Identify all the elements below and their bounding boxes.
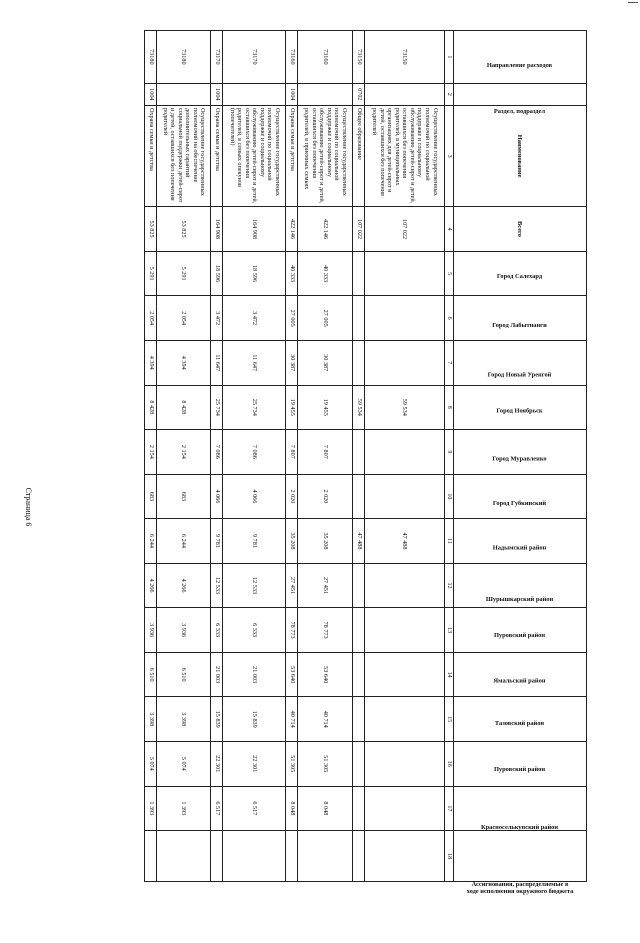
district-value bbox=[157, 831, 212, 882]
district-value: 8 428 bbox=[145, 385, 157, 430]
total-value: 164 908 bbox=[223, 207, 286, 252]
district-value: 683 bbox=[157, 474, 212, 519]
district-value: 21 003 bbox=[211, 652, 223, 697]
column-number: 11 bbox=[445, 519, 454, 564]
district-value: 2 054 bbox=[145, 296, 157, 341]
district-value bbox=[352, 340, 364, 385]
budget-table bbox=[144, 30, 587, 896]
district-value bbox=[364, 340, 444, 385]
district-value: 5 074 bbox=[145, 742, 157, 787]
district-value: 53 640 bbox=[298, 652, 352, 697]
table-row bbox=[223, 31, 286, 882]
district-value: 4 066 bbox=[223, 474, 286, 519]
table-row bbox=[298, 31, 352, 882]
column-header bbox=[454, 652, 587, 697]
column-header-label: Красноселькупский район bbox=[481, 823, 559, 831]
expense-code: 73180 bbox=[145, 31, 157, 84]
column-number: 6 bbox=[445, 296, 454, 341]
district-value: 59 534 bbox=[352, 385, 364, 430]
column-header bbox=[454, 207, 587, 252]
district-value: 25 734 bbox=[223, 385, 286, 430]
section-code: 1004 bbox=[286, 83, 298, 105]
district-value: 21 003 bbox=[223, 652, 286, 697]
district-value: 59 534 bbox=[364, 385, 444, 430]
column-number: 5 bbox=[445, 251, 454, 296]
district-value: 3 936 bbox=[157, 608, 212, 653]
district-value: 2 154 bbox=[145, 430, 157, 475]
district-value: 7 807 bbox=[286, 430, 298, 475]
district-value: 27 451 bbox=[286, 563, 298, 608]
total-value: 164 908 bbox=[211, 207, 223, 252]
district-value: 40 333 bbox=[298, 251, 352, 296]
district-value: 5 074 bbox=[157, 742, 212, 787]
district-value: 15 839 bbox=[223, 697, 286, 742]
district-value: 19 455 bbox=[298, 385, 352, 430]
column-header-label: Надымский район bbox=[493, 544, 547, 552]
row-name: Осуществление государственных полномочий по социальной поддержке и социальному обслуживанию детей-сирот и детей, оставшихся без попечения родителей, в приемных семьях bbox=[298, 105, 352, 206]
district-value: 18 596 bbox=[223, 251, 286, 296]
district-value: 22 301 bbox=[211, 742, 223, 787]
district-value: 2 154 bbox=[157, 430, 212, 475]
district-value: 2 020 bbox=[286, 474, 298, 519]
district-value: 27 451 bbox=[298, 563, 352, 608]
column-header-label: Ямальский район bbox=[494, 677, 546, 685]
column-header-label: Город Новый Уренгой bbox=[488, 371, 552, 379]
column-header-label: Город Ноябрьск bbox=[496, 407, 544, 415]
district-value: 1 393 bbox=[145, 786, 157, 831]
district-value: 35 208 bbox=[286, 519, 298, 564]
row-name: Осуществление государственных полномочий по социальной поддержке и социальному обслуживанию детей-сирот и детей, оставшихся без попечения родителей, в муниципальных организациях для детей-сирот и детей, оставшихся без попечения родителей bbox=[364, 105, 444, 206]
district-value bbox=[364, 742, 444, 787]
district-value bbox=[352, 474, 364, 519]
district-value: 27 005 bbox=[286, 296, 298, 341]
district-value: 12 533 bbox=[223, 563, 286, 608]
header-row bbox=[454, 31, 587, 882]
column-header bbox=[454, 519, 587, 564]
column-number: 17 bbox=[445, 786, 454, 831]
district-value: 78 773 bbox=[286, 608, 298, 653]
column-header bbox=[454, 831, 587, 896]
district-value bbox=[364, 474, 444, 519]
district-value: 47 488 bbox=[352, 519, 364, 564]
column-number-row bbox=[445, 31, 454, 882]
district-value: 8 048 bbox=[298, 786, 352, 831]
column-number: 10 bbox=[445, 474, 454, 519]
column-header bbox=[454, 430, 587, 475]
column-header-label: Направление расходов bbox=[487, 62, 553, 70]
district-value bbox=[352, 697, 364, 742]
district-value bbox=[364, 251, 444, 296]
column-header bbox=[454, 385, 587, 430]
column-header-label: Город Салехард bbox=[497, 272, 543, 280]
district-value: 3 472 bbox=[211, 296, 223, 341]
district-value bbox=[364, 786, 444, 831]
district-value: 9 781 bbox=[223, 519, 286, 564]
column-header bbox=[454, 340, 587, 385]
district-value: 2 054 bbox=[157, 296, 212, 341]
section-code: 0702 bbox=[352, 83, 364, 105]
district-value: 3 398 bbox=[157, 697, 212, 742]
column-header bbox=[454, 31, 587, 84]
page-label: Страница 6 bbox=[24, 487, 33, 527]
district-value: 11 647 bbox=[223, 340, 286, 385]
district-value: 4 266 bbox=[157, 563, 212, 608]
district-value: 4 394 bbox=[157, 340, 212, 385]
column-header-label: Наименование bbox=[516, 134, 524, 178]
district-value: 4 066 bbox=[211, 474, 223, 519]
district-value: 18 596 bbox=[211, 251, 223, 296]
row-name: Общее образование bbox=[352, 105, 364, 206]
column-header bbox=[454, 105, 587, 206]
total-value: 53 825 bbox=[157, 207, 212, 252]
district-value: 4 394 bbox=[145, 340, 157, 385]
column-number: 16 bbox=[445, 742, 454, 787]
district-value: 6 517 bbox=[223, 786, 286, 831]
district-value bbox=[352, 742, 364, 787]
column-header-label: Всего bbox=[516, 221, 524, 237]
district-value: 27 005 bbox=[298, 296, 352, 341]
column-header bbox=[454, 608, 587, 653]
district-value: 30 387 bbox=[286, 340, 298, 385]
column-header-label: Раздел, подраздел bbox=[494, 107, 546, 115]
district-value bbox=[364, 697, 444, 742]
district-value: 5 291 bbox=[145, 251, 157, 296]
district-value: 40 714 bbox=[298, 697, 352, 742]
district-value bbox=[352, 296, 364, 341]
district-value: 6 244 bbox=[145, 519, 157, 564]
district-value bbox=[352, 563, 364, 608]
district-value: 11 647 bbox=[211, 340, 223, 385]
district-value bbox=[364, 831, 444, 882]
corner-mark bbox=[628, 2, 638, 3]
district-value bbox=[298, 831, 352, 882]
district-value bbox=[364, 608, 444, 653]
total-value: 422 146 bbox=[286, 207, 298, 252]
district-value: 4 266 bbox=[145, 563, 157, 608]
total-value: 107 022 bbox=[352, 207, 364, 252]
district-value bbox=[364, 652, 444, 697]
district-value: 40 333 bbox=[286, 251, 298, 296]
total-value: 422 146 bbox=[298, 207, 352, 252]
column-header bbox=[454, 474, 587, 519]
district-value bbox=[364, 296, 444, 341]
budget-table-container bbox=[144, 30, 587, 896]
column-header bbox=[454, 697, 587, 742]
expense-code: 73170 bbox=[211, 31, 223, 84]
district-value: 6 510 bbox=[157, 652, 212, 697]
table-body bbox=[145, 31, 445, 882]
district-value bbox=[364, 430, 444, 475]
district-value: 6 517 bbox=[211, 786, 223, 831]
district-value: 7 807 bbox=[298, 430, 352, 475]
district-value: 683 bbox=[145, 474, 157, 519]
row-name: Охрана семьи и детства bbox=[145, 105, 157, 206]
section-code bbox=[223, 83, 286, 105]
column-number: 1 bbox=[445, 31, 454, 84]
district-value bbox=[364, 563, 444, 608]
row-name: Осуществление государственных полномочий по социальной поддержке и социальному обслуживанию детей-сирот и детей, оставшихся без попечения родителей, в семьях опекунов (попечителей) bbox=[223, 105, 286, 206]
column-header-label: Пуровский район bbox=[494, 632, 546, 640]
column-header-label: Шурышкарский район bbox=[486, 595, 554, 603]
district-value: 15 839 bbox=[211, 697, 223, 742]
table-row bbox=[211, 31, 223, 882]
district-value: 35 208 bbox=[298, 519, 352, 564]
district-value: 7 086 bbox=[223, 430, 286, 475]
district-value bbox=[223, 831, 286, 882]
column-number: 7 bbox=[445, 340, 454, 385]
column-number: 8 bbox=[445, 385, 454, 430]
column-header-label: Город Губкинский bbox=[493, 499, 547, 507]
district-value: 3 398 bbox=[145, 697, 157, 742]
expense-code: 73160 bbox=[298, 31, 352, 84]
district-value: 6 333 bbox=[211, 608, 223, 653]
total-value: 107 022 bbox=[364, 207, 444, 252]
row-name: Охрана семьи и детства bbox=[211, 105, 223, 206]
expense-code: 73170 bbox=[223, 31, 286, 84]
district-value: 1 393 bbox=[157, 786, 212, 831]
district-value: 5 291 bbox=[157, 251, 212, 296]
table-row bbox=[286, 31, 298, 882]
section-code bbox=[364, 83, 444, 105]
section-code bbox=[298, 83, 352, 105]
district-value: 51 305 bbox=[286, 742, 298, 787]
expense-code: 73150 bbox=[352, 31, 364, 84]
column-header bbox=[454, 786, 587, 831]
table-row bbox=[145, 31, 157, 882]
expense-code: 73160 bbox=[286, 31, 298, 84]
column-number: 4 bbox=[445, 207, 454, 252]
row-name: Осуществление государственных полномочий на обеспечение дополнительных гарантий социальной поддержки детей-сирот и детей, оставшихся без попечения родителей bbox=[157, 105, 212, 206]
district-value bbox=[352, 608, 364, 653]
district-value bbox=[352, 430, 364, 475]
column-header bbox=[454, 296, 587, 341]
column-header bbox=[454, 742, 587, 787]
column-header-label: Тазовский район bbox=[495, 720, 545, 728]
district-value: 78 773 bbox=[298, 608, 352, 653]
district-value: 9 781 bbox=[211, 519, 223, 564]
district-value: 6 333 bbox=[223, 608, 286, 653]
column-number: 15 bbox=[445, 697, 454, 742]
district-value: 53 640 bbox=[286, 652, 298, 697]
total-value: 53 825 bbox=[145, 207, 157, 252]
district-value bbox=[352, 652, 364, 697]
row-name: Охрана семьи и детства bbox=[286, 105, 298, 206]
column-header-label: Ассигнования, распределяемые в ходе исполнения окружного бюджета bbox=[466, 881, 574, 896]
district-value bbox=[145, 831, 157, 882]
district-value: 19 455 bbox=[286, 385, 298, 430]
column-number: 2 bbox=[445, 83, 454, 105]
district-value bbox=[286, 831, 298, 882]
district-value: 6 244 bbox=[157, 519, 212, 564]
section-code bbox=[157, 83, 212, 105]
expense-code: 73180 bbox=[157, 31, 212, 84]
table-row bbox=[157, 31, 212, 882]
district-value: 7 086 bbox=[211, 430, 223, 475]
table-row bbox=[352, 31, 364, 882]
column-number: 14 bbox=[445, 652, 454, 697]
district-value: 3 472 bbox=[223, 296, 286, 341]
district-value bbox=[211, 831, 223, 882]
district-value: 6 510 bbox=[145, 652, 157, 697]
district-value: 25 734 bbox=[211, 385, 223, 430]
column-header bbox=[454, 251, 587, 296]
district-value: 12 533 bbox=[211, 563, 223, 608]
district-value: 51 305 bbox=[298, 742, 352, 787]
district-value bbox=[352, 786, 364, 831]
column-number: 13 bbox=[445, 608, 454, 653]
column-number: 12 bbox=[445, 563, 454, 608]
district-value: 8 048 bbox=[286, 786, 298, 831]
district-value: 2 020 bbox=[298, 474, 352, 519]
district-value: 3 936 bbox=[145, 608, 157, 653]
table-row bbox=[364, 31, 444, 882]
district-value: 30 387 bbox=[298, 340, 352, 385]
column-number: 9 bbox=[445, 430, 454, 475]
section-code: 1004 bbox=[145, 83, 157, 105]
column-header-label: Город Муравленко bbox=[492, 455, 548, 463]
column-number: 3 bbox=[445, 105, 454, 206]
section-code: 1004 bbox=[211, 83, 223, 105]
column-header bbox=[454, 83, 587, 115]
district-value: 40 714 bbox=[286, 697, 298, 742]
column-number: 18 bbox=[445, 831, 454, 882]
district-value: 47 488 bbox=[364, 519, 444, 564]
district-value: 22 301 bbox=[223, 742, 286, 787]
district-value bbox=[352, 831, 364, 882]
district-value bbox=[352, 251, 364, 296]
column-header-label: Пуровский район bbox=[494, 766, 546, 774]
column-header-label: Город Лабытнанги bbox=[492, 322, 548, 330]
column-header bbox=[454, 563, 587, 608]
expense-code: 73150 bbox=[364, 31, 444, 84]
district-value: 8 428 bbox=[157, 385, 212, 430]
